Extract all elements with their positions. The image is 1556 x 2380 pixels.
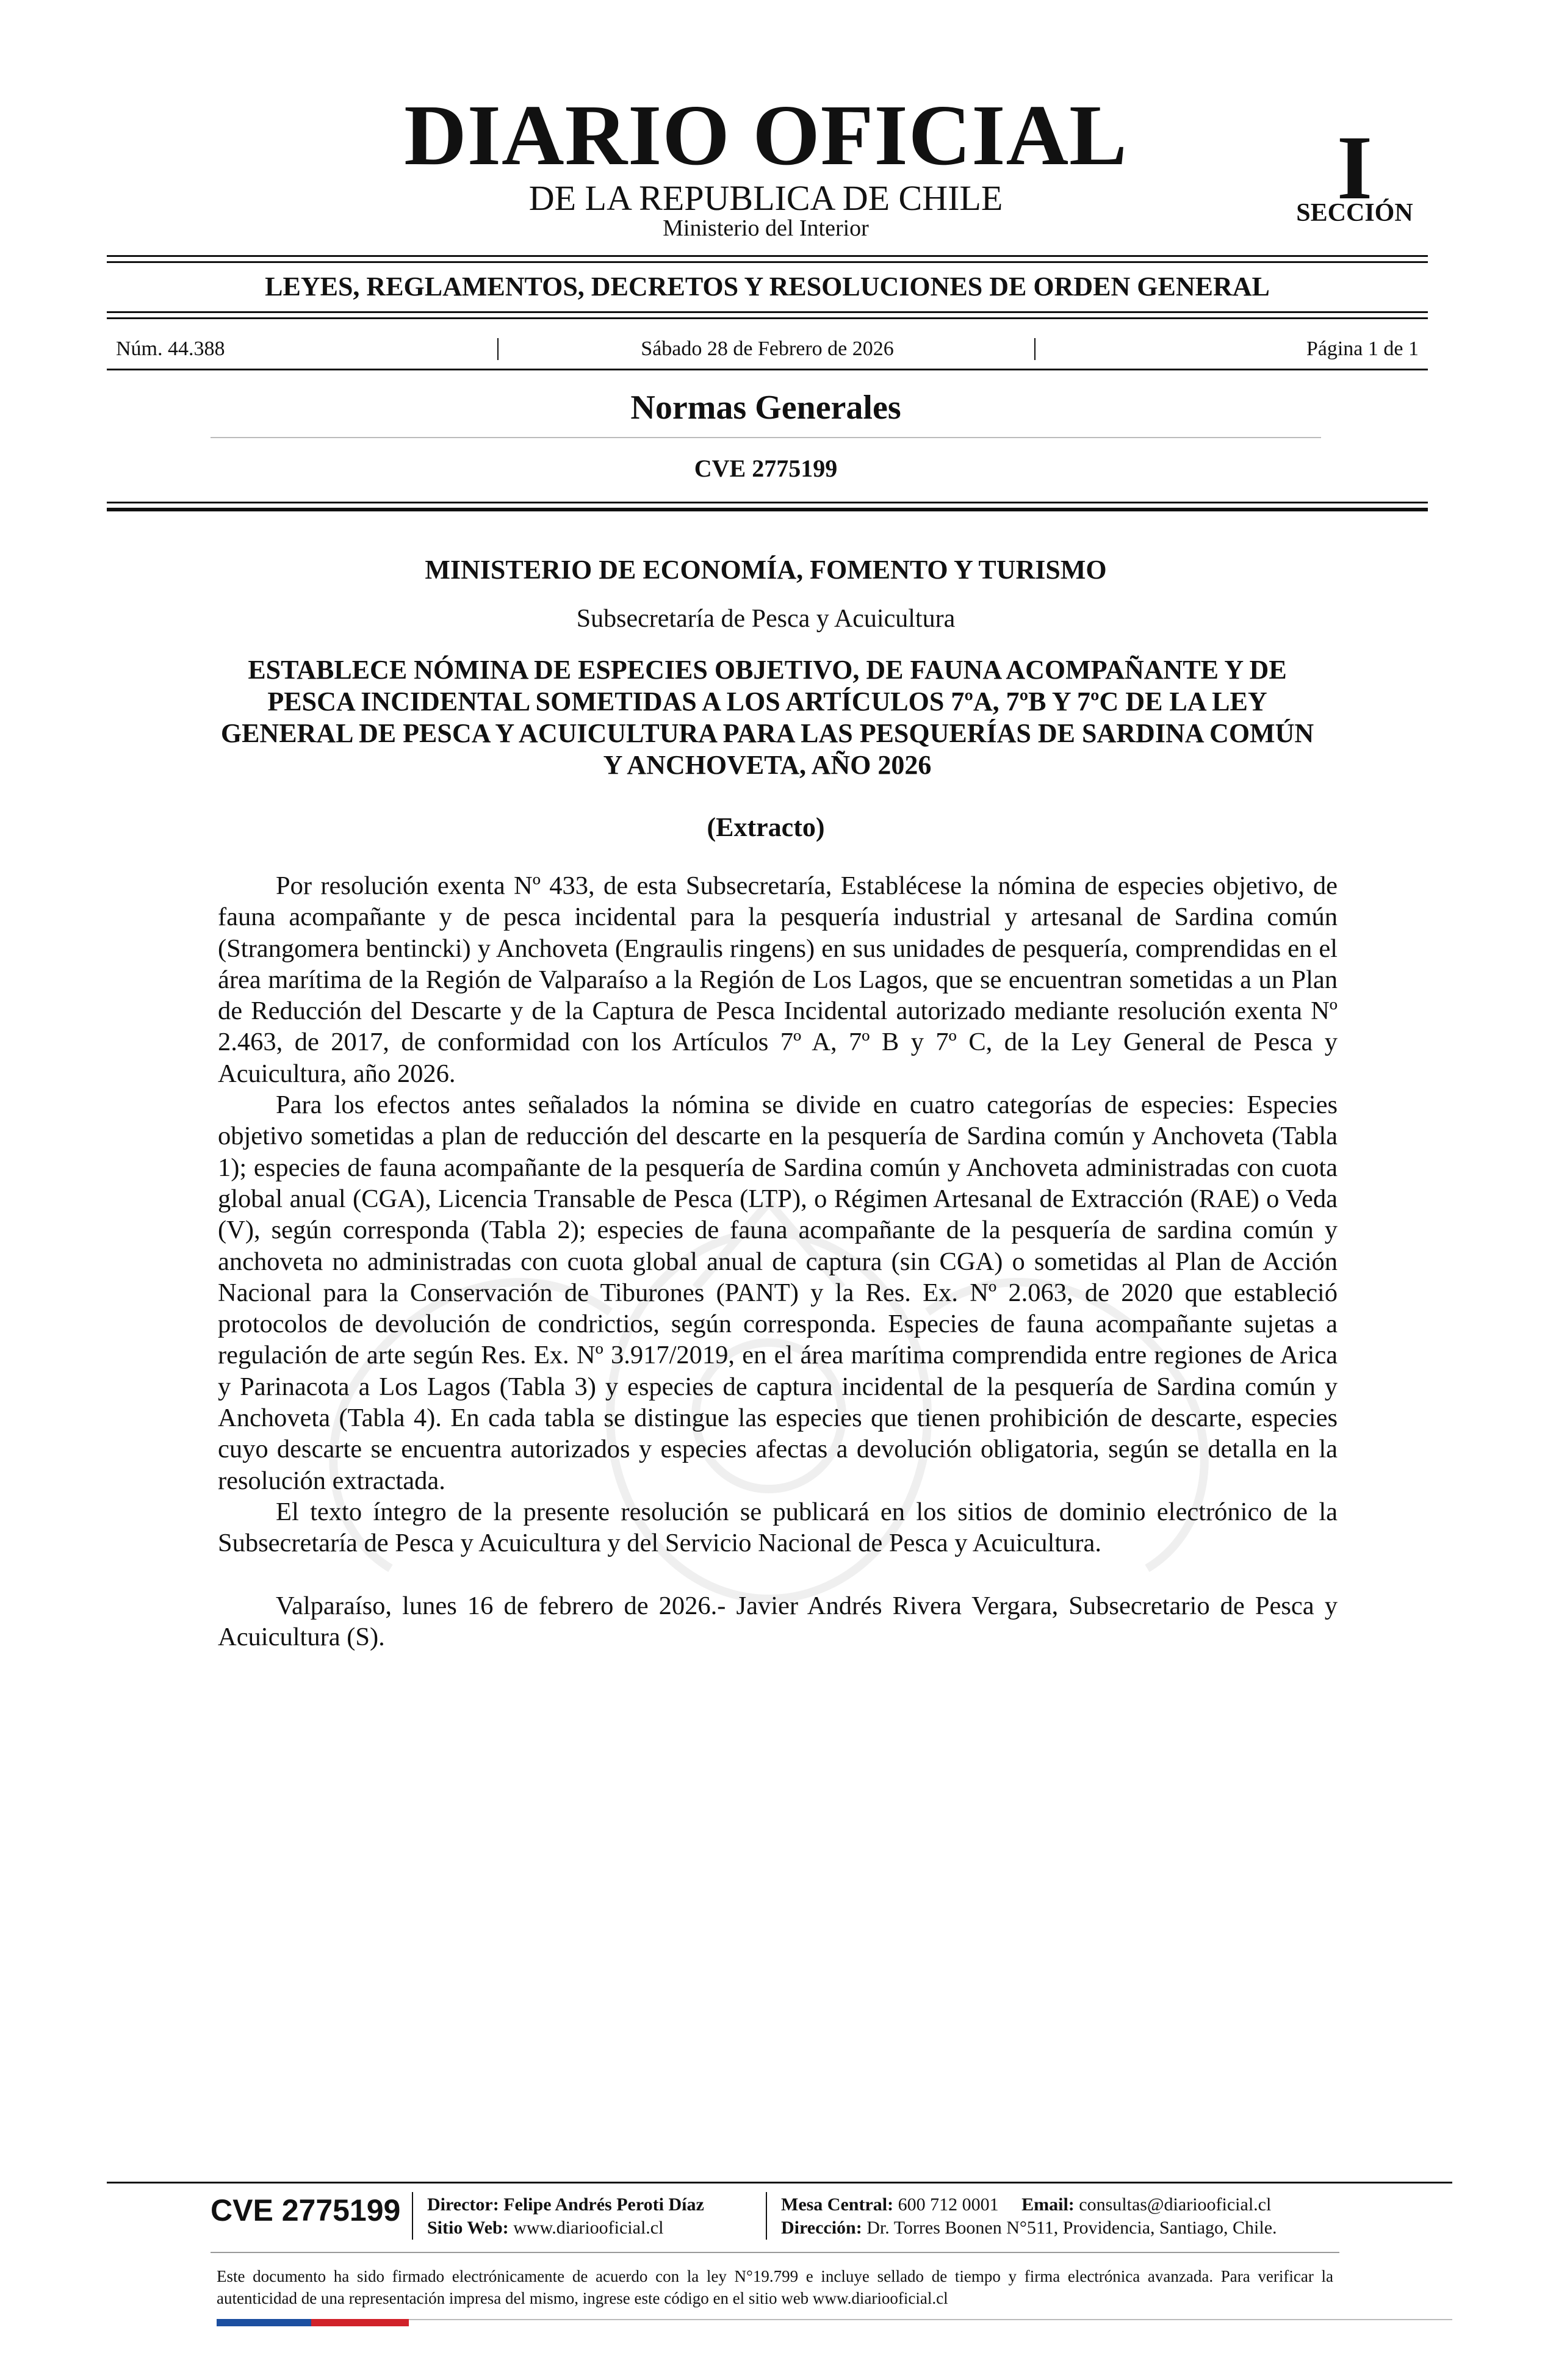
body-paragraph: El texto íntegro de la presente resolución se publicará en los sitios de dominio electrónico de la Subsecretaría de Pesca y Acuicultura y del Servicio Nacional de Pesca y Acuicultura. xyxy=(218,1497,1338,1558)
footer-bottom-rule xyxy=(409,2319,1452,2320)
masthead-rule-double xyxy=(107,261,1428,263)
address-value: Dr. Torres Boonen N°511, Providencia, Santiago, Chile. xyxy=(866,2218,1277,2238)
section-heading: Normas Generales xyxy=(630,389,901,427)
footer-divider xyxy=(766,2192,767,2240)
footer-director-block xyxy=(427,2193,704,2240)
footer-rule xyxy=(107,2182,1452,2183)
section-number: I xyxy=(1336,117,1373,218)
header-rule-1 xyxy=(107,502,1428,503)
masthead-rule-top xyxy=(107,255,1428,257)
extracto-label: (Extracto) xyxy=(707,812,825,842)
signature-paragraph: Valparaíso, lunes 16 de febrero de 2026.- Javier Andrés Rivera Vergara, Subsecretario de Pesca y Acuicultura (S). xyxy=(218,1591,1338,1651)
section-label: SECCIÓN xyxy=(1296,199,1413,227)
issue-date: Sábado 28 de Febrero de 2026 xyxy=(641,337,894,360)
flag-stripe-blue xyxy=(217,2319,311,2326)
issue-number: Núm. 44.388 xyxy=(116,337,225,360)
subsecretaria-name: Subsecretaría de Pesca y Acuicultura xyxy=(576,605,956,633)
footer-cve: CVE 2775199 xyxy=(211,2193,401,2227)
director-label: Director: xyxy=(427,2194,499,2215)
site-url[interactable]: www.diariooficial.cl xyxy=(513,2218,664,2238)
document-body xyxy=(218,870,1338,1653)
flag-stripe-red xyxy=(311,2319,409,2326)
director-name: Felipe Andrés Peroti Díaz xyxy=(503,2194,704,2215)
body-paragraph: Para los efectos antes señalados la nómina se divide en cuatro categorías de especies: Especies objetivo sometidas a plan de reducción del descarte en la pesquería de Sardina común y Anchoveta (Tabla 1); especies de fauna acompañante de la pesquería de Sardina común y Anchoveta administradas con cuota global anual (CGA), Licencia Transable de Pesca (LTP), o Régimen Artesanal de Extracción (RAE) o Veda (V), según corresponda (Tabla 2); especies de fauna acompañante de la pesquería de sardina común y anchoveta no administradas con cuota global anual de captura (sin CGA) o sometidas al Plan de Acción Nacional para la Conservación de Tiburones (PANT) y la Res. Ex. Nº 2.063, de 2020 que estableció protocolos de devolución de condrictios, según corresponda. Especies de fauna acompañante sujetas a regulación de arte según Res. Ex. Nº 3.917/2019, en el área marítima comprendida entre regiones de Arica y Parinacota a Los Lagos (Tabla 3) y especies de captura incidental de la pesquería de Sardina común y Anchoveta (Tabla 4). En cada tabla se distingue las especies que tienen prohibición de descarte, especies cuyo descarte se encuentra autorizados y especies afectas a devolución obligatoria, según se detalla en la resolución extractada. xyxy=(218,1091,1338,1495)
banner-heading: LEYES, REGLAMENTOS, DECRETOS Y RESOLUCIONES DE ORDEN GENERAL xyxy=(265,272,1270,301)
footer-verification-note: Este documento ha sido firmado electrónicamente de acuerdo con la ley N°19.799 e incluye sellado de tiempo y firma electrónica avanzada. Para verificar la autenticidad de una representación impresa del mismo, ingrese este código en el sitio web www.diariooficial.cl xyxy=(217,2267,1333,2307)
document-title: ESTABLECE NÓMINA DE ESPECIES OBJETIVO, DE FAUNA ACOMPAÑANTE Y DE PESCA INCIDENTAL SOMETIDAS A LOS ARTÍCULOS 7ºA, 7ºB Y 7ºC DE LA LEY GENERAL DE PESCA Y ACUICULTURA PARA LAS PESQUERÍAS DE SARDINA COMÚN Y ANCHOVETA, AÑO 2026 xyxy=(220,655,1314,780)
mesa-phone: 600 712 0001 xyxy=(898,2194,999,2215)
page-indicator: Página 1 de 1 xyxy=(1306,337,1419,360)
site-label: Sitio Web: xyxy=(427,2218,509,2238)
cve-code: CVE 2775199 xyxy=(694,455,838,482)
banner-rule-1 xyxy=(107,311,1428,313)
email-address[interactable]: consultas@diariooficial.cl xyxy=(1079,2194,1272,2215)
mesa-label: Mesa Central: xyxy=(781,2194,894,2215)
header-rule-2 xyxy=(107,508,1428,511)
masthead-subtitle: DE LA REPUBLICA DE CHILE xyxy=(528,178,1003,218)
email-label: Email: xyxy=(1021,2194,1075,2215)
section-heading-rule xyxy=(211,437,1321,438)
footer-divider xyxy=(412,2192,413,2240)
banner-rule-2 xyxy=(107,317,1428,319)
ministry-heading: MINISTERIO DE ECONOMÍA, FOMENTO Y TURISMO xyxy=(425,555,1107,585)
masthead-title: DIARIO OFICIAL xyxy=(404,87,1128,183)
masthead-ministry: Ministerio del Interior xyxy=(663,215,869,241)
info-bar xyxy=(116,337,1419,361)
info-divider xyxy=(1034,338,1036,360)
footer-contact-block xyxy=(781,2193,1277,2240)
address-label: Dirección: xyxy=(781,2218,862,2238)
info-bar-rule xyxy=(107,369,1428,370)
footer-thin-rule xyxy=(211,2252,1339,2253)
body-paragraph: Por resolución exenta Nº 433, de esta Subsecretaría, Establécese la nómina de especies objetivo, de fauna acompañante y de pesca incidental para la pesquería industrial y artesanal de Sardina común (Strangomera bentincki) y Anchoveta (Engraulis ringens) en sus unidades de pesquería, comprendidas en el área marítima de la Región de Valparaíso a la Región de Los Lagos, que se encuentran sometidas a un Plan de Reducción del Descarte y de la Captura de Pesca Incidental autorizado mediante resolución exenta Nº 2.463, de 2017, de conformidad con los Artículos 7º A, 7º B y 7º C, de la Ley General de Pesca y Acuicultura, año 2026. xyxy=(218,871,1338,1088)
